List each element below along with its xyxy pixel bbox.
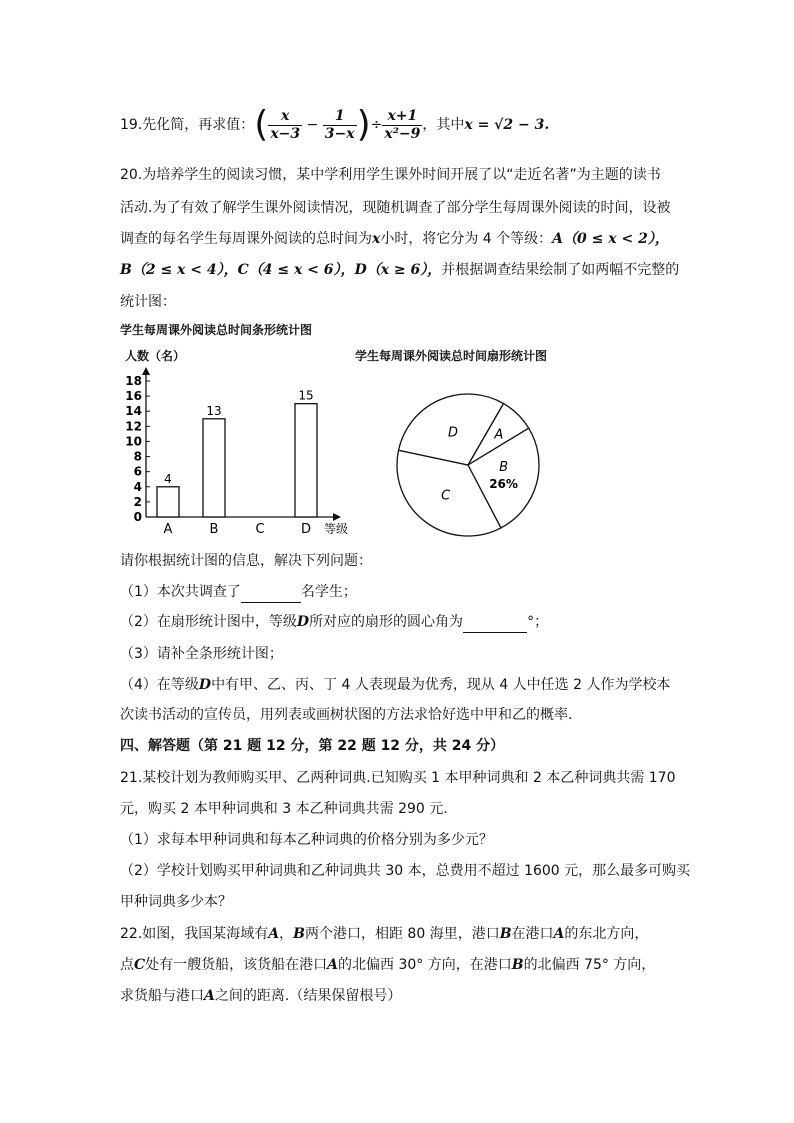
y-tick-label: 10: [125, 434, 142, 449]
left-paren: (: [254, 104, 269, 145]
x-axis-label: 等级: [323, 522, 349, 536]
bar: [295, 404, 317, 517]
pie-slice-label: C: [441, 488, 451, 504]
pie-slice-percent: 26%: [489, 476, 518, 491]
q20-line-3: 调查的每名学生每周课外阅读的总时间为x小时，将它分为 4 个等级：A（0 ≤ x < 2），: [120, 231, 669, 247]
q21-line-2: 元，购买 2 本甲种词典和 3 本乙种词典共需 290 元.: [120, 801, 448, 817]
q20-part-3: （3）请补全条形统计图；: [120, 646, 283, 662]
answer-blank[interactable]: [241, 582, 301, 603]
q19-prefix: 19.先化简，再求值：: [120, 117, 255, 133]
q21-part-2-line-2: 甲种词典多少本？: [120, 894, 232, 910]
y-tick-label: 8: [133, 449, 142, 464]
fraction-1: $\frac{x}{x-3}$: [270, 107, 301, 142]
y-tick-label: 14: [125, 404, 142, 419]
q20-line-2: 活动.为了有效了解学生课外阅读情况，现随机调查了部分学生每周课外阅读的时间，设被: [120, 200, 671, 216]
q20-part-4-line-2: 次读书活动的宣传员，用列表或画树状图的方法求恰好选中甲和乙的概率.: [120, 707, 573, 723]
q22-line-3: 求货船与港口A之间的距离.（结果保留根号）: [120, 988, 402, 1004]
pie-slice-label: A: [494, 427, 504, 443]
q20-line-1: 20.为培养学生的阅读习惯，某中学利用学生课外时间开展了以“走近名著”为主题的读书: [120, 167, 661, 183]
divide-sign: ÷: [370, 117, 383, 133]
bar-chart-title: 学生每周课外阅读总时间条形统计图: [120, 323, 313, 337]
bar-data-label: 13: [206, 403, 222, 418]
q22-line-2: 点C处有一艘货船，该货船在港口A的北偏西 30° 方向，在港口B的北偏西 75° 方向，: [120, 957, 656, 973]
q20-line-4: B（2 ≤ x < 4），C（4 ≤ x < 6），D（x ≥ 6），并根据调查结果绘制了如两幅不完整的: [120, 262, 680, 278]
bar: [157, 487, 179, 517]
y-tick-label: 2: [133, 494, 142, 509]
q20-part-4: （4）在等级D中有甲、乙、丙、丁 4 人表现最为优秀，现从 4 人中任选 2 人作为学校本: [120, 677, 671, 693]
y-axis-arrow: [142, 367, 150, 375]
q20-prompt: 请你根据统计图的信息，解决下列问题：: [120, 553, 372, 569]
pie-chart: [388, 385, 548, 545]
y-tick-label: 16: [125, 389, 142, 404]
x-tick-label: C: [255, 522, 265, 537]
q19-value: x = √2 − 3.: [464, 117, 550, 133]
bar-chart-ylabel: 人数（名）: [125, 349, 186, 363]
q22-line-1: 22.如图，我国某海域有A，B两个港口，相距 80 海里，港口B在港口A的东北方向，: [120, 926, 649, 942]
bar: [203, 419, 225, 517]
q21-part-1: （1）求每本甲种词典和每本乙种词典的价格分别为多少元？: [120, 832, 493, 848]
q19-mid-text: ，其中: [422, 117, 465, 133]
q21-part-2: （2）学校计划购买甲种词典和乙种词典共 30 本，总费用不超过 1600 元，那么最多可购买: [120, 863, 691, 879]
y-tick-label: 0: [133, 510, 142, 524]
x-tick-label: B: [209, 522, 219, 537]
section-heading: 四、解答题（第 21 题 12 分，第 22 题 12 分，共 24 分）: [120, 738, 505, 754]
q19-line: [120, 103, 549, 147]
q20-part-2: （2）在扇形统计图中，等级D所对应的扇形的圆心角为 °；: [120, 612, 548, 633]
bar-chart: [118, 365, 368, 540]
bar-data-label: 15: [298, 388, 314, 403]
x-tick-label: D: [300, 522, 312, 537]
y-tick-label: 4: [133, 479, 142, 494]
q20-part-1: （1）本次共调查了 名学生；: [120, 582, 357, 603]
q21-line-1: 21.某校计划为教师购买甲、乙两种词典.已知购买 1 本甲种词典和 2 本乙种词典共需 170: [120, 770, 676, 786]
right-paren: ): [356, 104, 371, 145]
minus-sign: −: [306, 117, 319, 133]
pie-slice-label: D: [447, 425, 458, 441]
answer-blank[interactable]: [463, 612, 527, 633]
y-tick-label: 18: [125, 374, 142, 388]
x-axis-arrow: [333, 513, 341, 521]
fraction-3: $\frac{x+1}{\text{x²−9}}$: [384, 107, 421, 142]
y-tick-label: 12: [125, 419, 142, 434]
q20-line-5: 统计图：: [120, 294, 176, 310]
pie-slice-label: B: [499, 459, 509, 475]
pie-chart-title: 学生每周课外阅读总时间扇形统计图: [355, 349, 548, 363]
y-tick-label: 6: [133, 464, 142, 479]
bar-data-label: 4: [164, 471, 172, 486]
x-tick-label: A: [163, 522, 173, 537]
fraction-2: $\frac{1}{3-x}$: [324, 107, 355, 142]
